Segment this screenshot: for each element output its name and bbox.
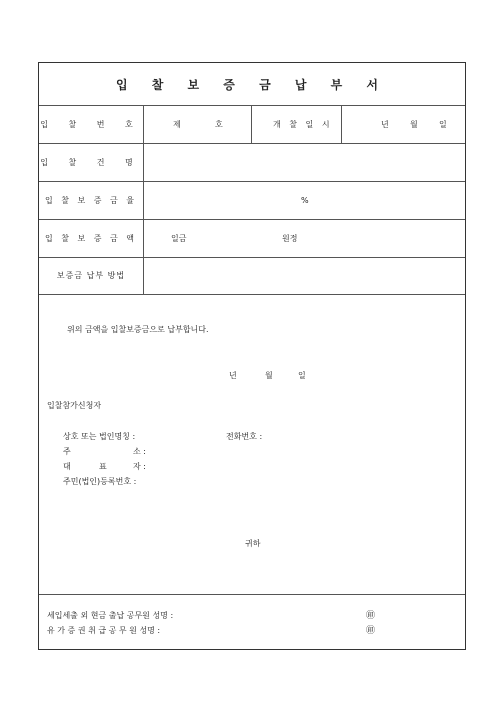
statement-date-year: 년	[229, 371, 237, 380]
deposit-rate-unit: %	[301, 196, 309, 205]
bid-number-label: 입 찰 번 호	[40, 120, 142, 129]
footer-divider	[39, 594, 465, 595]
securities-official-label: 유 가 증 권 취 급 공 무 원 성명 :	[47, 626, 161, 635]
registration-number-label: 주민(법인)등록번호 :	[63, 477, 137, 486]
deposit-amount-suffix: 원정	[282, 234, 298, 243]
cell-divider	[341, 105, 342, 143]
deposit-rate-label: 입 찰 보 증 금 율	[44, 196, 138, 205]
statement-date-day: 일	[298, 371, 306, 380]
bid-number-prefix: 제	[173, 120, 181, 129]
deposit-amount-label: 입 찰 보 증 금 액	[44, 234, 138, 243]
bid-item-label: 입 찰 건 명	[40, 158, 142, 167]
cell-divider	[251, 105, 252, 143]
row-divider	[39, 257, 465, 258]
open-date-day: 일	[439, 120, 447, 129]
open-date-label: 개 찰 일 시	[273, 120, 333, 129]
applicant-heading: 입찰참가신청자	[47, 401, 102, 410]
payment-method-label: 보증금 납부 방법	[56, 271, 126, 280]
address-label-end: 소 :	[133, 447, 146, 456]
form-title: 입 찰 보 증 금 납 부 서	[116, 78, 388, 92]
seal-mark-1: ㊞	[366, 611, 376, 621]
row-divider	[39, 181, 465, 182]
seal-mark-2: ㊞	[366, 626, 376, 636]
open-date-year: 년	[381, 120, 389, 129]
cashier-official-label: 세입세출 외 현금 출납 공무원 성명 :	[47, 611, 174, 620]
open-date-month: 월	[410, 120, 418, 129]
deposit-amount-prefix: 일금	[171, 234, 187, 243]
addressee-text: 귀하	[245, 539, 261, 548]
statement-text: 위의 금액을 입찰보증금으로 납부합니다.	[67, 325, 209, 334]
representative-label-1: 대	[63, 462, 71, 471]
representative-label-2: 표	[99, 462, 107, 471]
statement-date-month: 월	[265, 371, 273, 380]
row-divider	[39, 219, 465, 220]
bid-deposit-form	[38, 62, 466, 650]
company-name-label: 상호 또는 법인명칭 :	[63, 432, 136, 441]
row-divider	[39, 143, 465, 144]
row-divider	[39, 294, 465, 295]
address-label-start: 주	[63, 447, 71, 456]
label-column-divider	[143, 105, 144, 294]
row-divider	[39, 105, 465, 106]
phone-number-label: 전화번호 :	[226, 432, 263, 441]
representative-label-3: 자 :	[133, 462, 146, 471]
bid-number-suffix: 호	[215, 120, 223, 129]
